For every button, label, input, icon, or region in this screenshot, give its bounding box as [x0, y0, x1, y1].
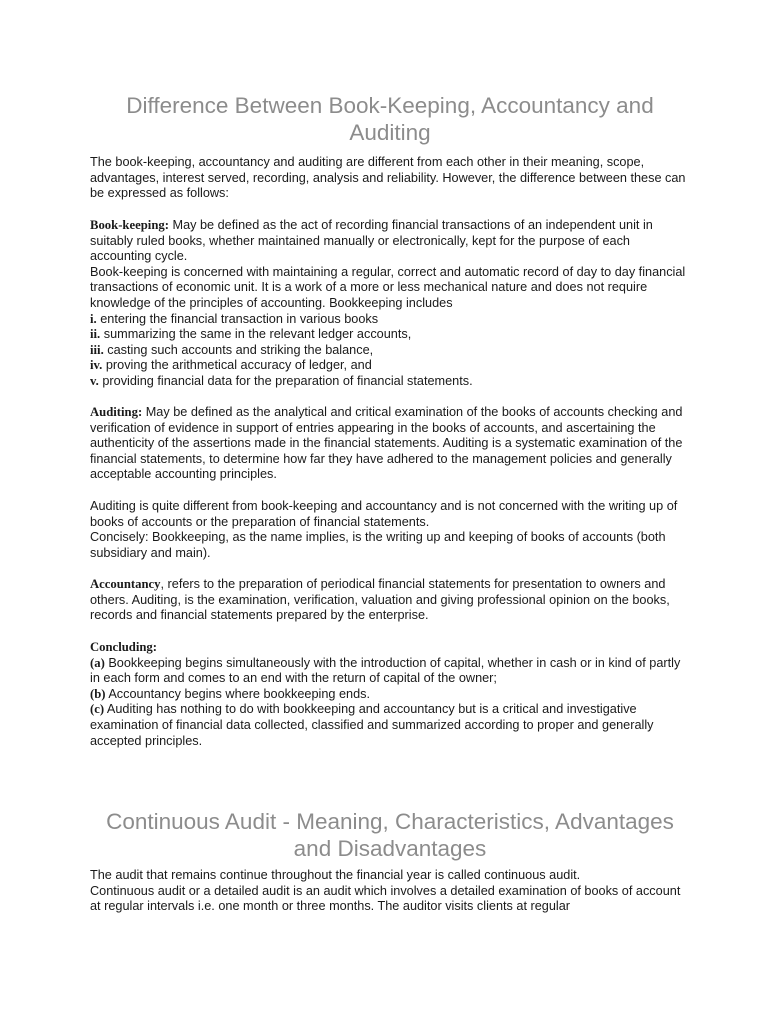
auditing-definition: [90, 405, 690, 483]
list-item: [90, 358, 690, 374]
list-marker: v.: [90, 373, 99, 388]
auditing-term: Auditing:: [90, 405, 143, 419]
continuous-audit-paragraph: Continuous audit or a detailed audit is an audit which involves a detailed examination of books of account at regular intervals i.e. one month or three months. The auditor visits clients at regular: [90, 883, 681, 914]
list-marker: ii.: [90, 327, 101, 342]
auditing-comparison: [90, 499, 690, 561]
list-item: [90, 374, 690, 390]
accountancy-definition-text: , refers to the preparation of periodical financial statements for presentation to owners and others. Auditing, is the examination, verification, valuation and giving professional opinion on the books, records and financial statements prepared by the enterprise.: [90, 577, 670, 623]
intro-text: The book-keeping, accountancy and auditing are different from each other in their meaning, scope, advantages, interest served, recording, analysis and reliability. However, the difference between these can be expressed as follows:: [90, 155, 686, 201]
list-text: Auditing has nothing to do with bookkeeping and accountancy but is a critical and investigative examination of financial data collected, classified and summarized according to proper and generally accepted principles.: [90, 702, 654, 748]
bookkeeping-detail: Book-keeping is concerned with maintaining a regular, correct and automatic record of day to day financial transactions of economic unit. It is a work of a more or less mechanical nature and does not require knowledge of the principles of accounting. Bookkeeping includes: [90, 264, 686, 310]
list-text: Bookkeeping begins simultaneously with the introduction of capital, whether in cash or in kind of partly in each form and comes to an end with the return of capital of the owner;: [90, 655, 681, 686]
section-title: Difference Between Book-Keeping, Accountancy and Auditing: [126, 93, 654, 145]
list-item: [90, 312, 690, 328]
concisely-paragraph: Concisely: Bookkeeping, as the name implies, is the writing up and keeping of books of accounts (both subsidiary and main).: [90, 530, 666, 560]
continuous-audit-paragraph: The audit that remains continue throughout the financial year is called continuous audit.: [90, 868, 581, 882]
auditing-paragraph: Auditing is quite different from book-keeping and accountancy and is not concerned with the writing up of books of accounts or the preparation of financial statements.: [90, 499, 678, 529]
list-marker: i.: [90, 311, 97, 326]
list-text: summarizing the same in the relevant ledger accounts,: [100, 327, 412, 342]
list-item: [90, 656, 690, 687]
list-item: [90, 702, 690, 749]
list-marker: (a): [90, 655, 105, 670]
accountancy-term: Accountancy: [90, 577, 161, 591]
bookkeeping-definition-text: May be defined as the act of recording financial transactions of an independent unit in suitably ruled books, whether maintained manually or electronically, kept for the purpose of each accounting cycle.: [90, 218, 653, 264]
auditing-definition-text: May be defined as the analytical and critical examination of the books of accounts checking and verification of evidence in support of entries appearing in the books of accounts, and ascertaining the authenticity of the assertions made in the financial statements. Auditing is a systematic examination of the financial statements, to determine how far they have adhered to the management policies and generally acceptable accounting principles.: [90, 405, 683, 482]
list-marker: iv.: [90, 358, 103, 373]
list-text: Accountancy begins where bookkeeping ends.: [105, 686, 371, 701]
intro-paragraph: [90, 155, 690, 202]
section-title: Continuous Audit - Meaning, Characteristics, Advantages and Disadvantages: [106, 809, 674, 861]
list-text: casting such accounts and striking the balance,: [103, 342, 374, 357]
continuous-audit-section: [90, 868, 690, 915]
bookkeeping-term: Book-keeping:: [90, 218, 169, 232]
bookkeeping-definition: [90, 218, 690, 265]
list-text: proving the arithmetical accuracy of ledger, and: [102, 358, 372, 373]
list-item: [90, 687, 690, 703]
bookkeeping-section: [90, 218, 690, 390]
accountancy-section: [90, 577, 690, 624]
list-item: [90, 327, 690, 343]
list-item: [90, 343, 690, 359]
list-text: entering the financial transaction in various books: [96, 311, 379, 326]
concluding-section: [90, 640, 690, 749]
list-marker: (c): [90, 702, 105, 717]
list-text: providing financial data for the preparation of financial statements.: [98, 373, 473, 388]
concluding-heading: Concluding:: [90, 640, 157, 654]
accountancy-definition: [90, 577, 690, 624]
auditing-section: [90, 405, 690, 483]
list-marker: (b): [90, 686, 106, 701]
list-marker: iii.: [90, 342, 104, 357]
